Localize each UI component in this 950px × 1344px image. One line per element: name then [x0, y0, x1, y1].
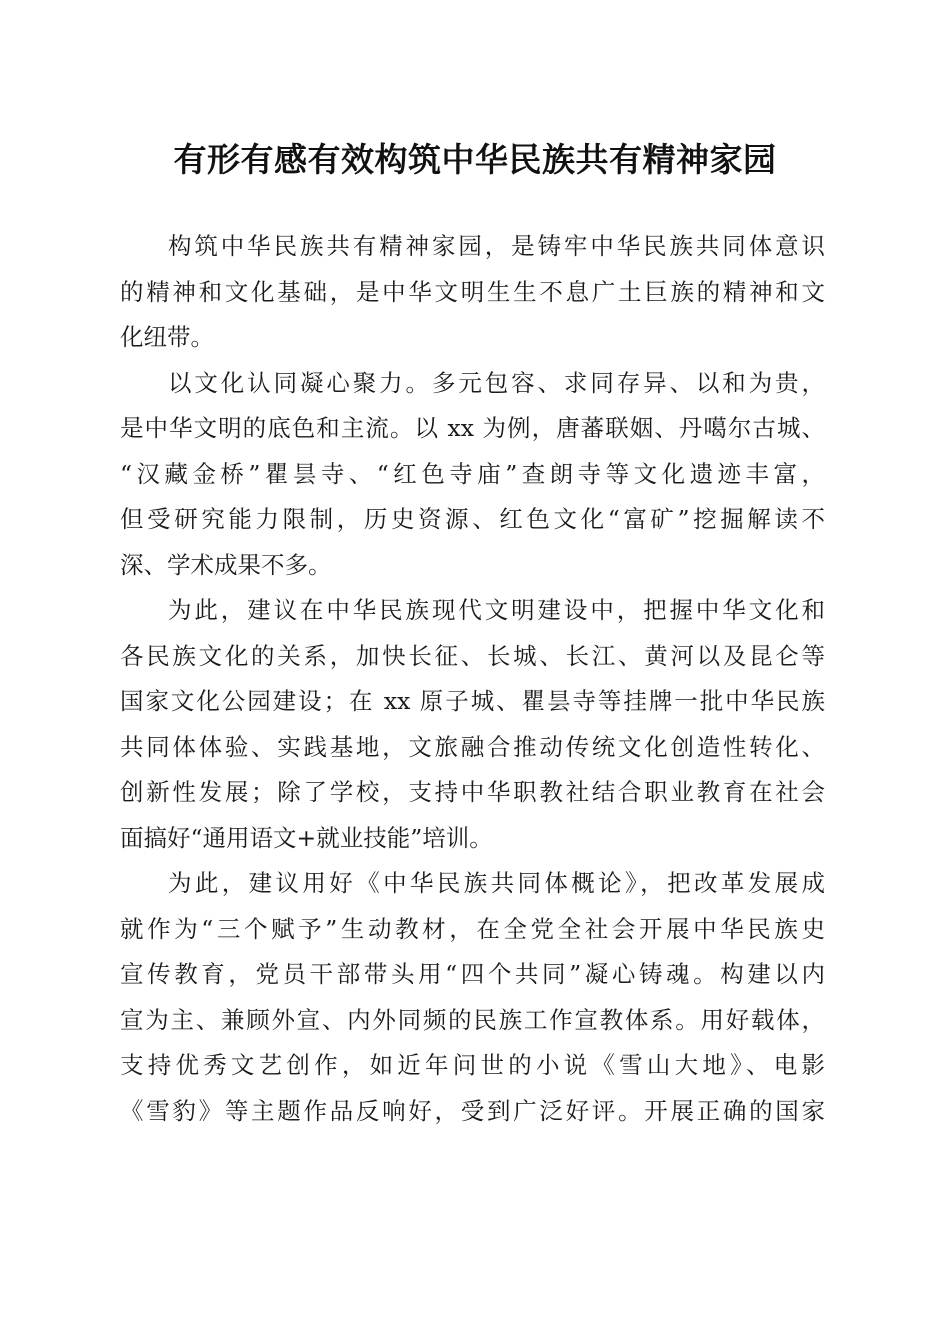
paragraph-4-line-2: 就作为“三个赋予”生动教材，在全党全社会开展中华民族史	[120, 914, 825, 943]
document-title: 有形有感有效构筑中华民族共有精神家园	[173, 140, 777, 179]
paragraph-3-line-5: 创新性发展；除了学校，支持中华职教社结合职业教育在社会	[120, 778, 825, 806]
paragraph-1-line-1: 构筑中华民族共有精神家园，是铸牢中华民族共同体意识	[168, 232, 825, 260]
paragraph-1-line-3: 化纽带。	[120, 323, 214, 351]
paragraph-3-line-6: 面搞好“通用语文+就业技能”培训。	[120, 823, 493, 852]
paragraph-1-line-2: 的精神和文化基础，是中华文明生生不息广土巨族的精神和文	[120, 277, 825, 306]
paragraph-4-line-5: 支持优秀文艺创作，如近年问世的小说《雪山大地》、电影	[120, 1051, 825, 1079]
paragraph-4-line-6: 《雪豹》等主题作品反响好，受到广泛好评。开展正确的国家	[120, 1096, 825, 1125]
paragraph-3-line-3: 国家文化公园建设；在 xx 原子城、瞿昙寺等挂牌一批中华民族	[120, 687, 825, 715]
paragraph-2-line-2: 是中华文明的底色和主流。以 xx 为例，唐蕃联姻、丹噶尔古城、	[120, 414, 825, 442]
paragraph-2-line-4: 但受研究能力限制，历史资源、红色文化“富矿”挖掘解读不	[120, 505, 825, 533]
document-body	[120, 224, 825, 1134]
paragraph-3-line-4: 共同体体验、实践基地，文旅融合推动传统文化创造性转化、	[120, 732, 825, 761]
paragraph-3-line-2: 各民族文化的关系，加快长征、长城、长江、黄河以及昆仑等	[120, 641, 825, 670]
paragraph-4-line-3: 宣传教育，党员干部带头用“四个共同”凝心铸魂。构建以内	[120, 960, 825, 988]
paragraph-4-line-1: 为此，建议用好《中华民族共同体概论》，把改革发展成	[168, 869, 825, 897]
paragraph-4-line-4: 宣为主、兼顾外宣、内外同频的民族工作宣教体系。用好载体，	[120, 1005, 825, 1034]
paragraph-2-line-5: 深、学术成果不多。	[120, 550, 332, 579]
paragraph-3-line-1: 为此，建议在中华民族现代文明建设中，把握中华文化和	[168, 596, 825, 624]
paragraph-2-line-3: “汉藏金桥”瞿昙寺、“红色寺庙”查朗寺等文化遗迹丰富，	[120, 459, 825, 488]
paragraph-2-line-1: 以文化认同凝心聚力。多元包容、求同存异、以和为贵，	[168, 368, 825, 397]
